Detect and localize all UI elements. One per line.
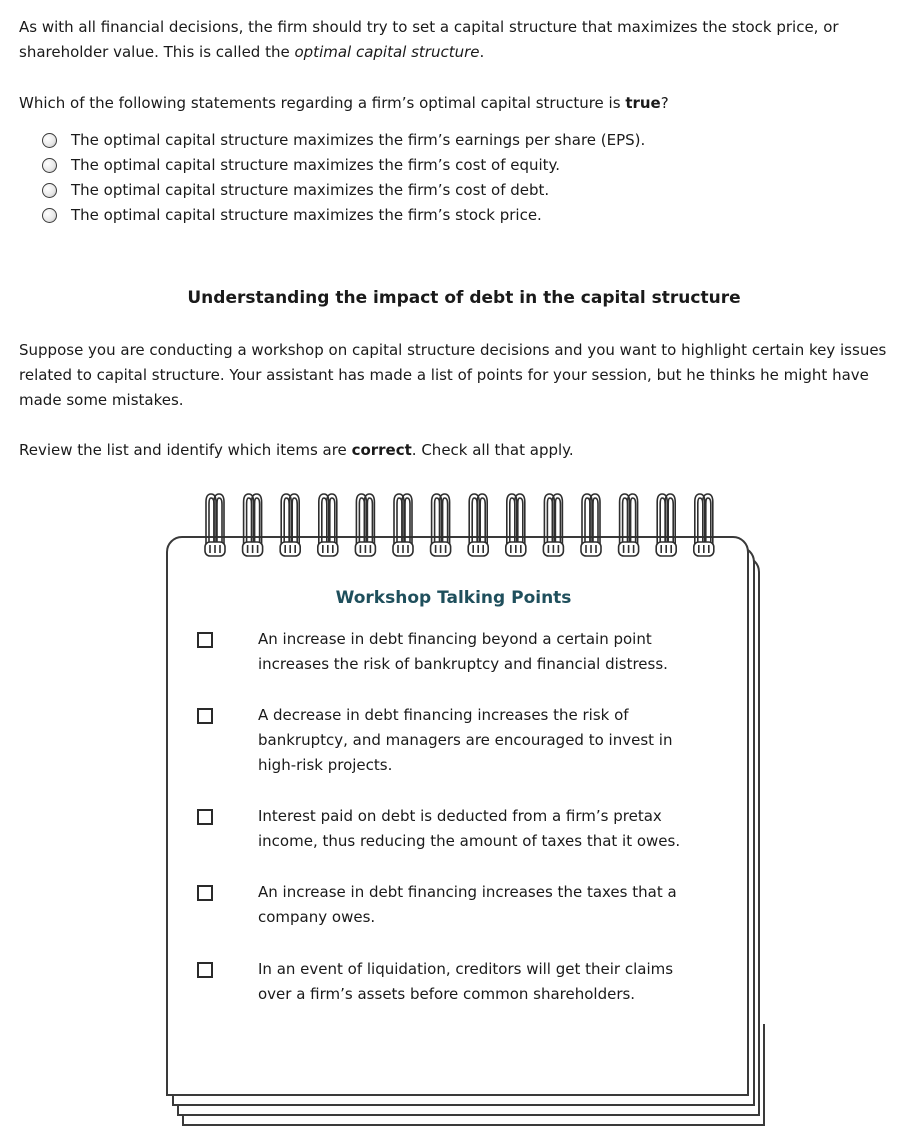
spiral-binding-icon [202,492,722,562]
answer-option[interactable] [42,178,882,203]
checkbox[interactable] [197,809,213,825]
spiral-ring [243,494,263,556]
question-emphasis: true [625,94,661,112]
talking-point-text: A decrease in debt financing increases the risk of bankruptcy, and managers are encouraged to invest in high-risk projects. [258,706,673,774]
option-label: The optimal capital structure maximizes the firm’s cost of equity. [71,156,561,174]
talking-point-text: Interest paid on debt is deducted from a firm’s pretax income, thus reducing the amount of taxes that it owes. [258,807,681,850]
section-heading: Understanding the impact of debt in the capital structure [187,288,741,308]
checkbox[interactable] [197,632,213,648]
talking-point-text: In an event of liquidation, creditors will get their claims over a firm’s assets before common shareholders. [258,960,674,1003]
spiral-ring [543,494,563,556]
spiral-ring [468,494,488,556]
notebook-title: Workshop Talking Points [335,588,572,608]
talking-point[interactable] [197,627,717,703]
option-label: The optimal capital structure maximizes the firm’s cost of debt. [71,181,550,199]
talking-point[interactable] [197,703,717,804]
intro-emphasis: optimal capital structure [294,43,480,61]
talking-point[interactable] [197,804,717,880]
intro-text-end: . [479,43,485,61]
radio-button[interactable] [42,208,57,223]
spiral-ring [656,494,676,556]
question-text-end: ? [660,94,669,112]
spiral-ring [393,494,413,556]
talking-points-list [197,627,717,1017]
scenario-paragraph: Suppose you are conducting a workshop on capital structure decisions and you want to highlight certain key issues related to capital structure. Your assistant has made a list of points for your session, but he thinks he might have made some mistakes. [19,341,887,409]
spiral-ring [355,494,375,556]
spiral-ring [506,494,526,556]
intro-text: As with all financial decisions, the firm should try to set a capital structure that maximizes the stock price, or shareholder value. This is called the [19,18,839,61]
answer-option[interactable] [42,203,882,228]
spiral-ring [205,494,225,556]
option-label: The optimal capital structure maximizes the firm’s stock price. [71,206,542,224]
radio-button[interactable] [42,158,57,173]
talking-point-text: An increase in debt financing increases the taxes that a company owes. [258,883,677,926]
option-label: The optimal capital structure maximizes the firm’s earnings per share (EPS). [71,131,646,149]
spiral-ring [619,494,639,556]
checkbox[interactable] [197,708,213,724]
spiral-ring [431,494,451,556]
spiral-ring [280,494,300,556]
instruction-emphasis: correct [351,441,412,459]
instruction-text-end: . Check all that apply. [411,441,574,459]
spiral-ring [694,494,714,556]
answer-option[interactable] [42,153,882,178]
talking-point-text: An increase in debt financing beyond a certain point increases the risk of bankruptcy and financial distress. [258,630,668,673]
answer-options [42,128,882,228]
checkbox[interactable] [197,962,213,978]
question-prompt [19,91,897,116]
question-text: Which of the following statements regarding a firm’s optimal capital structure is [19,94,626,112]
instruction-text: Review the list and identify which items are [19,441,352,459]
checkbox[interactable] [197,885,213,901]
answer-option[interactable] [42,128,882,153]
radio-button[interactable] [42,183,57,198]
intro-paragraph [19,15,897,65]
talking-point[interactable] [197,957,717,1017]
spiral-ring [318,494,338,556]
spiral-ring [581,494,601,556]
talking-point[interactable] [197,880,717,957]
radio-button[interactable] [42,133,57,148]
instruction-paragraph [19,438,897,463]
